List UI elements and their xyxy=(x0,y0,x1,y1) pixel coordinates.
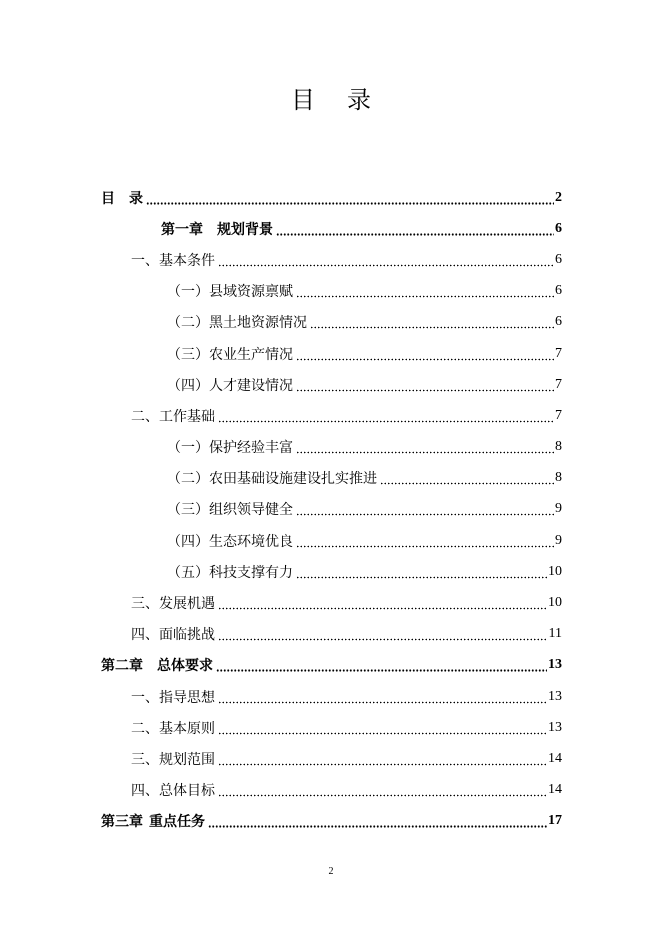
toc-label: 总体要求 xyxy=(157,658,213,675)
toc-label: （四）生态环境优良 xyxy=(101,531,296,551)
toc-page-number: 7 xyxy=(555,376,562,392)
toc-label: 二、工作基础 xyxy=(101,406,218,426)
toc-label: 三、发展机遇 xyxy=(101,593,218,613)
toc-entry-subsection[interactable] xyxy=(101,556,562,587)
toc-label: 重点任务 xyxy=(149,814,205,831)
dot-leader xyxy=(296,378,554,392)
toc-entry-section[interactable] xyxy=(101,619,562,650)
toc-entry-section[interactable] xyxy=(101,743,562,774)
toc-page-number: 8 xyxy=(555,470,562,486)
toc-page-number: 8 xyxy=(555,439,562,455)
toc-entry-section[interactable] xyxy=(101,587,562,618)
table-of-contents xyxy=(101,182,562,837)
toc-page-number: 9 xyxy=(555,532,562,548)
dot-leader xyxy=(380,471,554,485)
toc-entry-subsection[interactable] xyxy=(101,432,562,463)
toc-page-number: 6 xyxy=(555,314,562,330)
title-char-2: 录 xyxy=(347,86,371,114)
dot-leader xyxy=(218,627,548,641)
dot-leader xyxy=(296,534,554,548)
toc-label: 一、基本条件 xyxy=(101,250,218,270)
toc-page-number: 6 xyxy=(555,251,562,267)
toc-page-number: 13 xyxy=(548,688,562,704)
toc-entry-section[interactable] xyxy=(101,712,562,743)
toc-entry-subsection[interactable] xyxy=(101,276,562,307)
toc-page-number: 7 xyxy=(555,345,562,361)
dot-leader xyxy=(218,721,547,735)
toc-entry-section[interactable] xyxy=(101,775,562,806)
dot-leader xyxy=(218,752,547,766)
toc-label: 一、指导思想 xyxy=(101,687,218,707)
toc-page-number: 10 xyxy=(548,595,562,611)
title-char-1: 目 xyxy=(291,86,315,114)
toc-entry-chapter-1[interactable] xyxy=(101,213,562,244)
toc-entry-subsection[interactable] xyxy=(101,338,562,369)
toc-entry-section[interactable] xyxy=(101,400,562,431)
toc-label: （二）黑土地资源情况 xyxy=(101,312,310,332)
dot-leader xyxy=(208,814,547,828)
dot-leader xyxy=(296,284,554,298)
dot-leader xyxy=(296,440,554,454)
dot-leader xyxy=(218,253,554,267)
toc-label: 二、基本原则 xyxy=(101,718,218,738)
toc-page-number: 6 xyxy=(555,283,562,299)
toc-page-number: 13 xyxy=(548,657,562,673)
toc-entry-chapter-3[interactable] xyxy=(101,806,562,837)
toc-entry-chapter-2[interactable] xyxy=(101,650,562,681)
dot-leader xyxy=(218,690,547,704)
toc-label: （一）保护经验丰富 xyxy=(101,437,296,457)
toc-entry-section[interactable] xyxy=(101,681,562,712)
toc-page-number: 7 xyxy=(555,407,562,423)
toc-label: 目 xyxy=(101,190,115,207)
toc-label: （三）组织领导健全 xyxy=(101,499,296,519)
toc-label: （五）科技支撑有力 xyxy=(101,562,296,582)
dot-leader xyxy=(146,191,554,205)
page-footer-number: 2 xyxy=(328,866,334,877)
dot-leader xyxy=(296,565,547,579)
toc-page-number: 14 xyxy=(548,782,562,798)
toc-entry-subsection[interactable] xyxy=(101,307,562,338)
toc-entry-contents[interactable] xyxy=(101,182,562,213)
toc-page-number: 9 xyxy=(555,501,562,517)
toc-label: 录 xyxy=(129,190,143,207)
dot-leader xyxy=(218,409,554,423)
dot-leader xyxy=(276,222,554,236)
toc-label: （四）人才建设情况 xyxy=(101,375,296,395)
toc-label: 第二章 xyxy=(101,658,143,675)
toc-page-number: 17 xyxy=(548,813,562,829)
toc-page-number: 11 xyxy=(548,626,562,642)
toc-page-number: 6 xyxy=(555,220,562,236)
toc-page-number: 14 xyxy=(548,750,562,766)
toc-entry-subsection[interactable] xyxy=(101,463,562,494)
toc-entry-section[interactable] xyxy=(101,244,562,275)
toc-label: 四、面临挑战 xyxy=(101,624,218,644)
page-title xyxy=(0,80,662,115)
dot-leader xyxy=(216,658,547,672)
toc-label: 规划背景 xyxy=(217,221,273,238)
toc-page-number: 2 xyxy=(555,189,562,205)
toc-label: （二）农田基础设施建设扎实推进 xyxy=(101,468,380,488)
toc-page-number: 13 xyxy=(548,719,562,735)
toc-label: 第一章 xyxy=(161,221,203,238)
toc-entry-subsection[interactable] xyxy=(101,369,562,400)
toc-page-number: 10 xyxy=(548,563,562,579)
toc-entry-subsection[interactable] xyxy=(101,525,562,556)
toc-label: （一）县域资源禀赋 xyxy=(101,281,296,301)
toc-entry-subsection[interactable] xyxy=(101,494,562,525)
toc-label: 三、规划范围 xyxy=(101,749,218,769)
dot-leader xyxy=(218,596,547,610)
dot-leader xyxy=(296,502,554,516)
dot-leader xyxy=(296,347,554,361)
toc-label: 四、总体目标 xyxy=(101,780,218,800)
dot-leader xyxy=(218,783,547,797)
toc-label: （三）农业生产情况 xyxy=(101,344,296,364)
dot-leader xyxy=(310,315,554,329)
toc-label: 第三章 xyxy=(101,814,143,831)
